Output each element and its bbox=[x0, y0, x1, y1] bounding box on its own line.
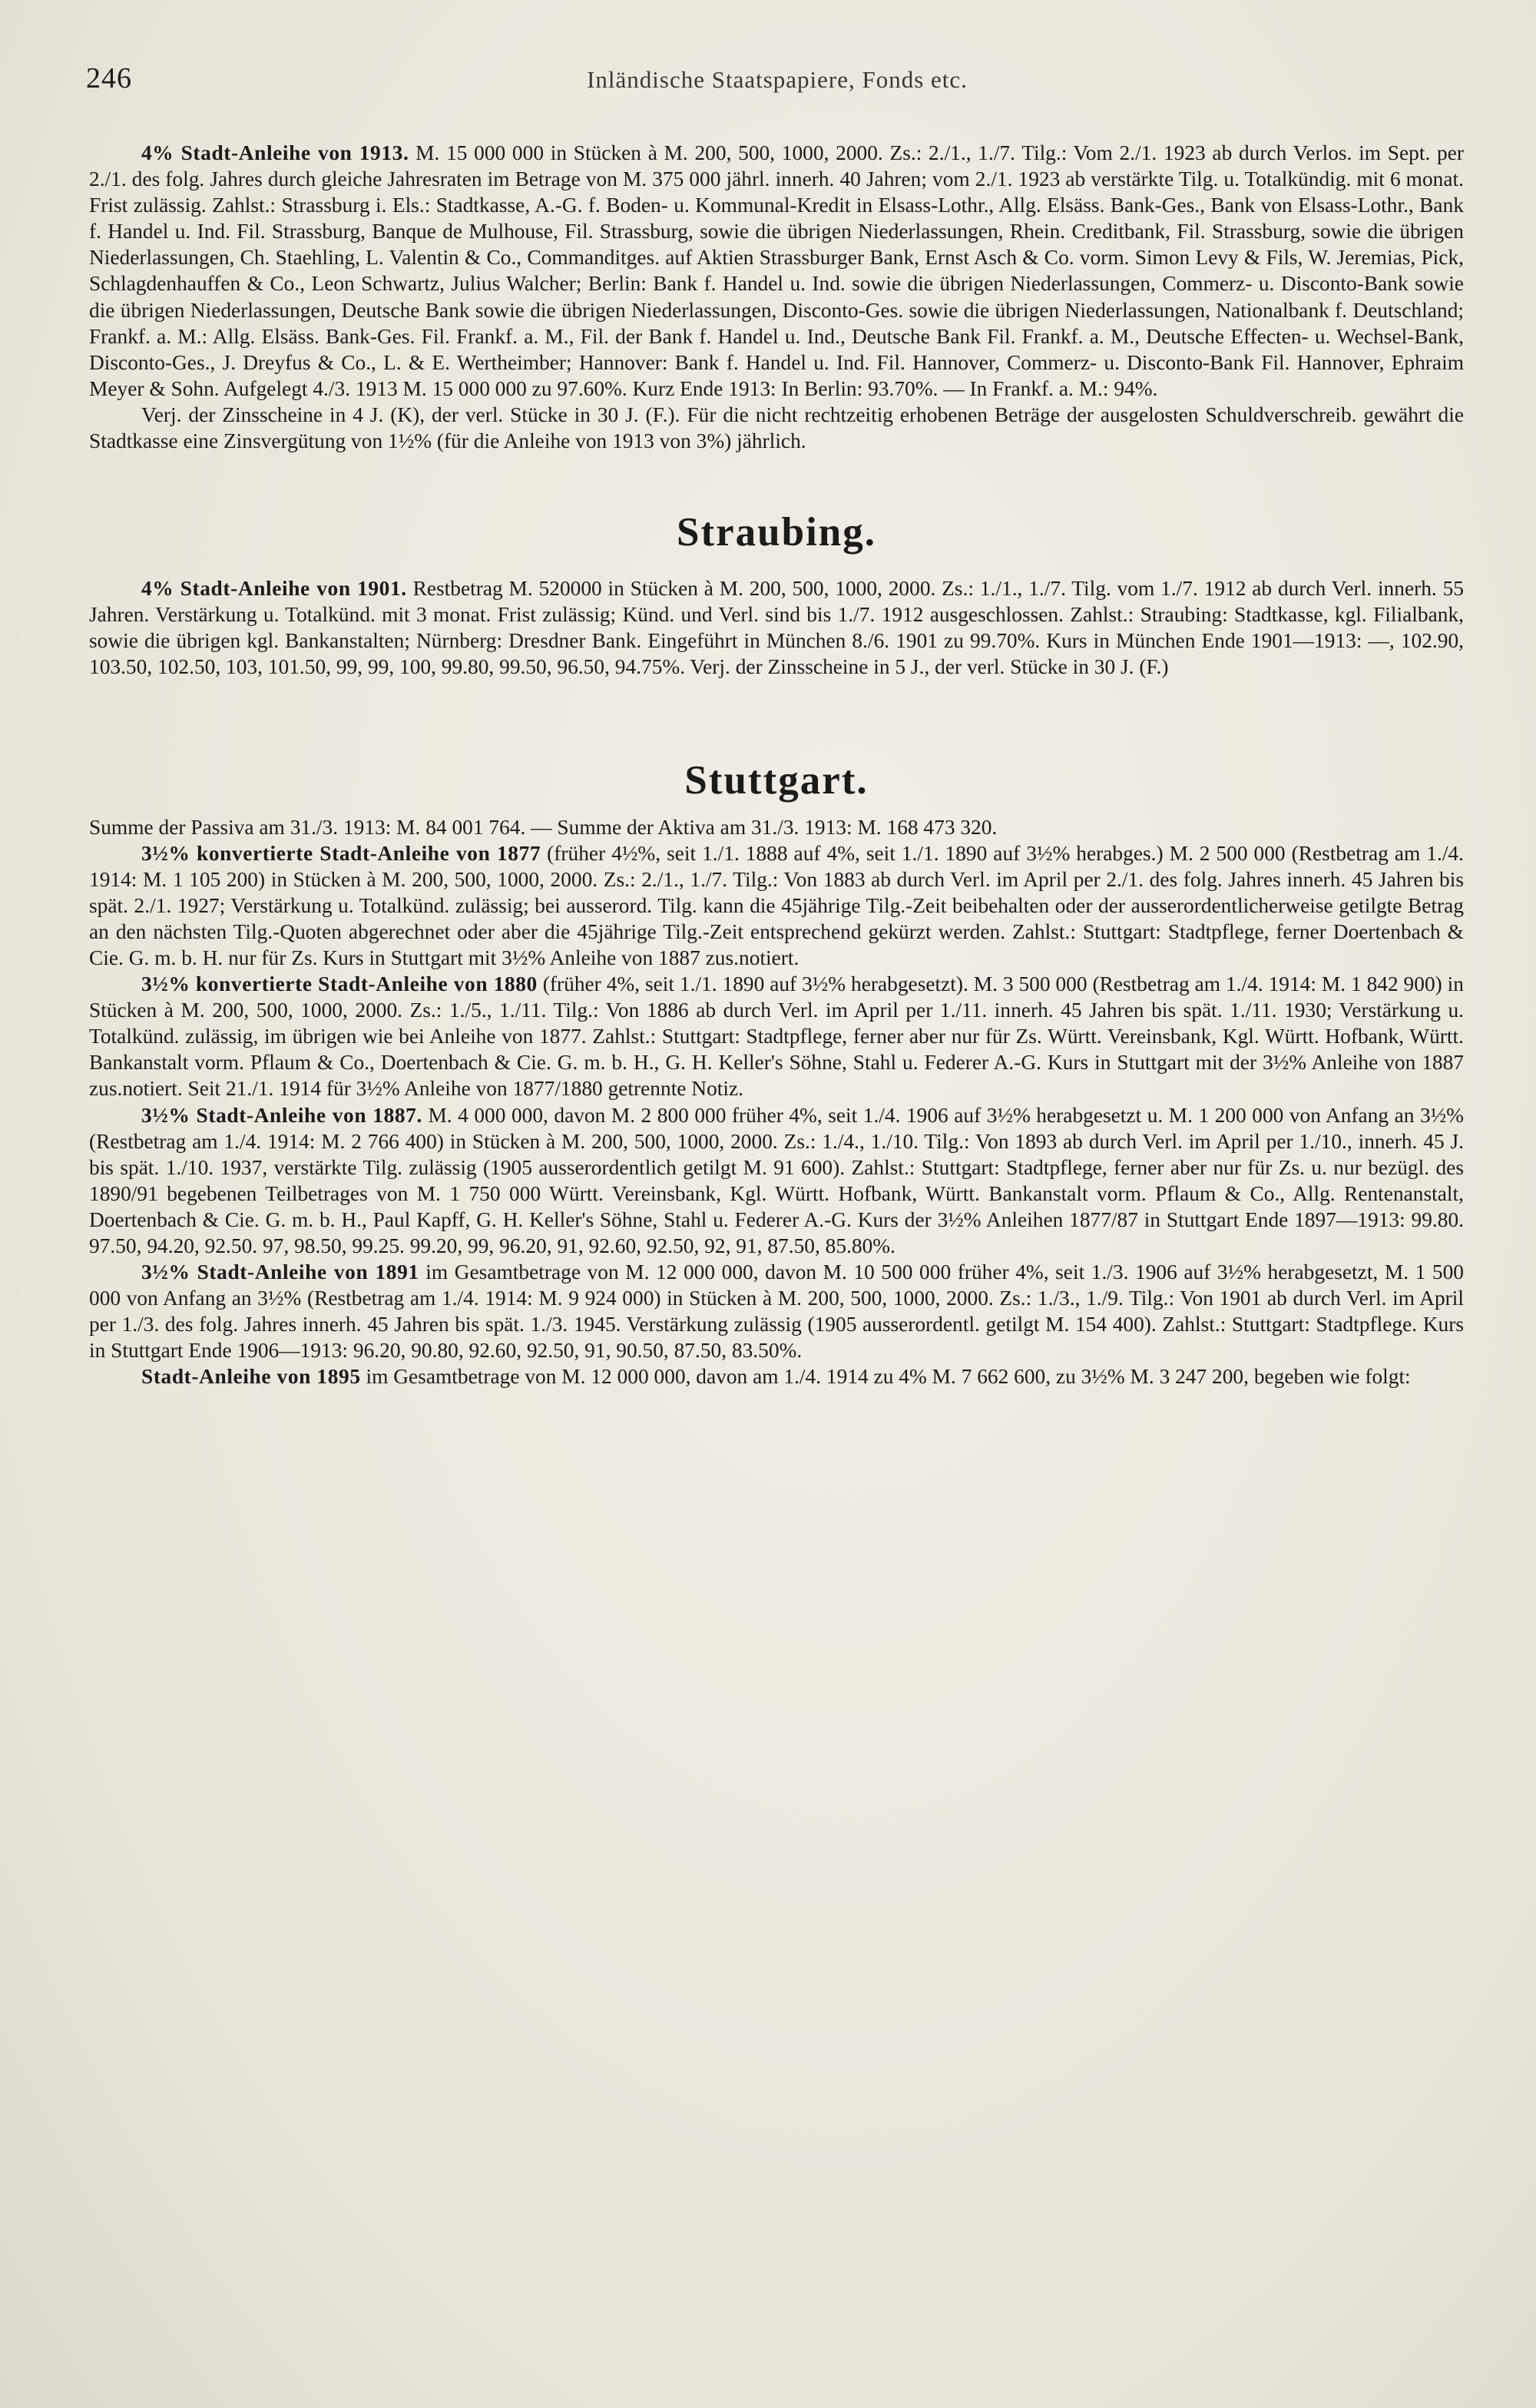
stuttgart-loan-1891 bbox=[89, 1259, 1464, 1363]
loan-heading: 3½% konvertierte Stadt-Anleihe von 1877 bbox=[141, 841, 541, 865]
loan-body: M. 15 000 000 in Stücken à M. 200, 500, 1000, 2000. Zs.: 2./1., 1./7. Tilg.: Vom 2./1. 1923 ab durch Verlos. im Sept. per 2./1. des folg. Jahres durch gleiche Jahresraten im Betrage von M. 375 000 jährl. innerh. 40 Jahren; vom 2./1. 1923 ab verstärkte Tilg. u. Totalkündig. mit 6 monat. Frist zulässig. Zahlst.: Strassburg i. Els.: Stadtkasse, A.-G. f. Boden- u. Kommunal-Kredit in Elsass-Lothr., Allg. Elsäss. Bank-Ges., Bank von Elsass-Lothr., Bank f. Handel u. Ind. Fil. Strassburg, Banque de Mulhouse, Fil. Strassburg, sowie die übrigen Niederlassungen, Rhein. Creditbank, Fil. Strassburg, sowie die übrigen Niederlassungen, Ch. Staehling, L. Valentin & Co., Commanditges. auf Aktien Strassburger Bank, Ernst Asch & Co. vorm. Simon Levy & Fils, W. Jeremias, Pick, Schlagdenhauffen & Co., Leon Schwartz, Julius Walcher; Berlin: Bank f. Handel u. Ind. sowie die übrigen Niederlassungen, Commerz- u. Disconto-Bank sowie die übrigen Niederlassungen, Deutsche Bank sowie die übrigen Niederlassungen, Disconto-Ges. sowie die übrigen Niederlassungen, Nationalbank f. Deutschland; Frankf. a. M.: Allg. Elsäss. Bank-Ges. Fil. Frankf. a. M., Fil. der Bank f. Handel u. Ind., Deutsche Bank Fil. Frankf. a. M., Deutsche Effecten- u. Wechsel-Bank, Disconto-Ges., J. Dreyfus & Co., L. & E. Wertheimber; Hannover: Bank f. Handel u. Ind. Fil. Hannover, Commerz- u. Disconto-Bank Fil. Hannover, Ephraim Meyer & Sohn. Aufgelegt 4./3. 1913 M. 15 000 000 zu 97.60%. Kurz Ende 1913: In Berlin: 93.70%. — In Frankf. a. M.: 94%. bbox=[89, 141, 1464, 400]
strassburg-1913-entry bbox=[89, 140, 1464, 402]
loan-body: im Gesamtbetrage von M. 12 000 000, davon am 1./4. 1914 zu 4% M. 7 662 600, zu 3½% M. 3 247 200, begeben wie folgt: bbox=[366, 1365, 1411, 1389]
text-column bbox=[89, 140, 1464, 1390]
loan-heading: Stadt-Anleihe von 1895 bbox=[141, 1365, 361, 1389]
loan-body: M. 4 000 000, davon M. 2 800 000 früher 4%, seit 1./4. 1906 auf 3½% herabgesetzt u. M. 1 200 000 von Anfang an 3½% (Restbetrag am 1./4. 1914: M. 2 766 400) in Stücken à M. 200, 500, 1000, 2000. Zs.: 1./4., 1./10. Tilg.: Von 1893 ab durch Verl. im April per 1./10., innerh. 45 J. bis spät. 1./10. 1937, verstärkte Tilg. zulässig (1905 ausserordentlich getilgt M. 91 600). Zahlst.: Stuttgart: Stadtpflege, ferner aber nur für Zs. u. nur bezügl. des 1890/91 begebenen Teilbetrages von M. 1 750 000 Württ. Vereinsbank, Kgl. Württ. Hofbank, Württ. Bankanstalt vorm. Pflaum & Co., Allg. Rentenanstalt, Doertenbach & Cie. G. m. b. H., Paul Kapff, G. H. Keller's Söhne, Stahl u. Federer A.-G. Kurs der 3½% Anleihen 1877/87 in Stuttgart Ende 1897—1913: 99.80. 97.50, 94.20, 92.50. 97, 98.50, 99.25. 99.20, 99, 96.20, 91, 92.60, 92.50, 92, 91, 87.50, 85.80%. bbox=[89, 1103, 1464, 1257]
straubing-1901-entry bbox=[89, 575, 1464, 680]
running-header bbox=[86, 55, 1468, 101]
loan-body: (früher 4%, seit 1./1. 1890 auf 3½% herabgesetzt). M. 3 500 000 (Restbetrag am 1./4. 1914: M. 1 842 900) in Stücken à M. 200, 500, 1000, 2000. Zs.: 1./5., 1./11. Tilg.: Von 1886 ab durch Verl. im April per 1./11. innerh. 45 Jahren bis spät. 1./11. 1930; Verstärkung u. Totalkünd. zulässig, im übrigen wie bei Anleihe von 1877. Zahlst.: Stuttgart: Stadtpflege, ferner aber nur für Zs. Württ. Vereinsbank, Kgl. Württ. Hofbank, Württ. Bankanstalt vorm. Pflaum & Co., Doertenbach & Cie. G. m. b. H., G. H. Keller's Söhne, Stahl u. Federer A.-G. Kurs in Stuttgart mit der 3½% Anleihe von 1887 zus.notiert. Seit 21./1. 1914 für 3½% Anleihe von 1877/1880 getrennte Notiz. bbox=[89, 972, 1464, 1101]
stuttgart-loan-1887 bbox=[89, 1102, 1464, 1260]
loan-body: Restbetrag M. 520000 in Stücken à M. 200, 500, 1000, 2000. Zs.: 1./1., 1./7. Tilg. vom 1./7. 1912 ab durch Verl. innerh. 55 Jahren. Verstärkung u. Totalkünd. mit 3 monat. Frist zulässig; Künd. und Verl. sind bis 1./7. 1912 ausgeschlossen. Zahlst.: Straubing: Stadtkasse, kgl. Filialbank, sowie die übrigen kgl. Bankanstalten; Nürnberg: Dresdner Bank. Eingeführt in München 8./6. 1901 zu 99.70%. Kurs in München Ende 1901—1913: —, 102.90, 103.50, 102.50, 103, 101.50, 99, 99, 100, 99.80, 99.50, 96.50, 94.75%. Verj. der Zinsscheine in 5 J., der verl. Stücke in 30 J. (F.) bbox=[89, 577, 1464, 679]
loan-body: (früher 4½%, seit 1./1. 1888 auf 4%, seit 1./1. 1890 auf 3½% herabges.) M. 2 500 000 (Restbetrag am 1./4. 1914: M. 1 105 200) in Stücken à M. 200, 500, 1000, 2000. Zs.: 2./1., 1./7. Tilg.: Von 1883 ab durch Verl. im April per 2./1. des folg. Jahres innerh. 45 Jahren bis spät. 2./1. 1927; Verstärkung u. Totalkünd. zulässig; bei ausserord. Tilg. kann die 45jährige Tilg.-Zeit beibehalten oder der ausserordentlicherweise getilgte Betrag an den nächsten Tilg.-Quoten abgerechnet oder aber die 45jährige Tilg.-Zeit entsprechend gekürzt werden. Zahlst.: Stuttgart: Stadtpflege, ferner Doertenbach & Cie. G. m. b. H. nur für Zs. Kurs in Stuttgart mit 3½% Anleihe von 1887 zus.notiert. bbox=[89, 841, 1464, 969]
strassburg-1913-note: Verj. der Zinsscheine in 4 J. (K), der verl. Stücke in 30 J. (F.). Für die nicht rechtzeitig erhobenen Beträge der ausgelosten Schuldverschreib. gewährt die Stadtkasse eine Zinsvergütung von 1½% (für die Anleihe von 1913 von 3%) jährlich. bbox=[89, 402, 1464, 453]
loan-body: im Gesamtbetrage von M. 12 000 000, davon M. 10 500 000 früher 4%, seit 1./3. 1906 auf 3½% herabgesetzt, M. 1 500 000 von Anfang an 3½% (Restbetrag am 1./4. 1914: M. 9 924 000) in Stücken à M. 200, 500, 1000, 2000. Zs.: 1./3., 1./9. Tilg.: Von 1901 ab durch Verl. im April per 1./3. des folg. Jahres innerh. 45 Jahren bis spät. 1./3. 1945. Verstärkung zulässig (1905 ausserordentl. getilgt M. 154 400). Zahlst.: Stuttgart: Stadtpflege. Kurs in Stuttgart Ende 1906—1913: 96.20, 90.80, 92.60, 92.50, 91, 90.50, 87.50, 83.50%. bbox=[89, 1260, 1464, 1363]
stuttgart-balance-summary: Summe der Passiva am 31./3. 1913: M. 84 001 764. — Summe der Aktiva am 31./3. 1913: M. 168 473 320. bbox=[89, 815, 998, 839]
page-number: 246 bbox=[86, 62, 132, 94]
loan-heading: 3½% Stadt-Anleihe von 1891 bbox=[141, 1260, 419, 1284]
loan-heading: 4% Stadt-Anleihe von 1913. bbox=[141, 141, 409, 164]
loan-heading: 3½% konvertierte Stadt-Anleihe von 1880 bbox=[141, 972, 538, 996]
loan-heading: 4% Stadt-Anleihe von 1901. bbox=[141, 577, 407, 601]
section-title-straubing: Straubing. bbox=[676, 510, 877, 555]
running-title: Inländische Staatspapiere, Fonds etc. bbox=[587, 66, 968, 93]
loan-heading: 3½% Stadt-Anleihe von 1887. bbox=[141, 1103, 422, 1127]
section-title-stuttgart: Stuttgart. bbox=[684, 757, 869, 803]
stuttgart-loan-1877 bbox=[89, 840, 1464, 971]
stuttgart-loan-1880 bbox=[89, 971, 1464, 1101]
stuttgart-loan-1895 bbox=[89, 1363, 1464, 1389]
